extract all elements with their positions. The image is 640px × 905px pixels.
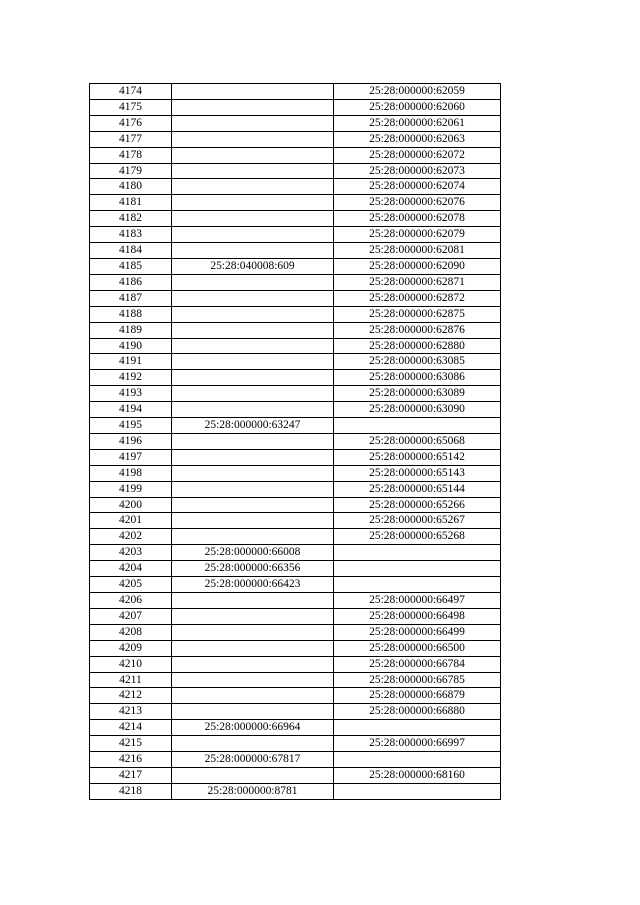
- cadastral-number-cell: [172, 608, 334, 624]
- table-row: [90, 767, 501, 783]
- row-number-cell: 4215: [90, 736, 172, 752]
- cadastral-number-alt-cell: 25:28:000000:66880: [334, 704, 501, 720]
- row-number-cell: 4192: [90, 370, 172, 386]
- table-row: [90, 656, 501, 672]
- cadastral-number-alt-cell: 25:28:000000:65068: [334, 433, 501, 449]
- table-row: [90, 608, 501, 624]
- cadastral-number-alt-cell: [334, 545, 501, 561]
- row-number-cell: 4200: [90, 497, 172, 513]
- cadastral-number-cell: 25:28:000000:66964: [172, 720, 334, 736]
- table-row: [90, 672, 501, 688]
- row-number-cell: 4193: [90, 386, 172, 402]
- table-row: [90, 736, 501, 752]
- cadastral-number-alt-cell: 25:28:000000:62871: [334, 274, 501, 290]
- table-row: [90, 640, 501, 656]
- table-row: [90, 704, 501, 720]
- cadastral-number-alt-cell: 25:28:000000:62073: [334, 163, 501, 179]
- cadastral-number-alt-cell: 25:28:000000:66498: [334, 608, 501, 624]
- cadastral-number-cell: [172, 370, 334, 386]
- cadastral-number-alt-cell: 25:28:000000:62061: [334, 115, 501, 131]
- row-number-cell: 4190: [90, 338, 172, 354]
- cadastral-number-cell: [172, 179, 334, 195]
- cadastral-number-cell: [172, 497, 334, 513]
- row-number-cell: 4217: [90, 767, 172, 783]
- row-number-cell: 4188: [90, 306, 172, 322]
- cadastral-number-alt-cell: 25:28:000000:62081: [334, 243, 501, 259]
- table-row: [90, 274, 501, 290]
- table-row: [90, 449, 501, 465]
- row-number-cell: 4211: [90, 672, 172, 688]
- cadastral-number-alt-cell: 25:28:000000:62876: [334, 322, 501, 338]
- cadastral-number-cell: [172, 624, 334, 640]
- cadastral-number-cell: [172, 688, 334, 704]
- cadastral-number-alt-cell: 25:28:000000:62079: [334, 227, 501, 243]
- cadastral-number-cell: [172, 656, 334, 672]
- row-number-cell: 4194: [90, 402, 172, 418]
- cadastral-number-cell: [172, 84, 334, 100]
- cadastral-number-alt-cell: 25:28:000000:66497: [334, 593, 501, 609]
- cadastral-number-alt-cell: [334, 783, 501, 799]
- cadastral-number-alt-cell: 25:28:000000:65144: [334, 481, 501, 497]
- table-row: [90, 481, 501, 497]
- cadastral-number-cell: [172, 195, 334, 211]
- table-row: [90, 720, 501, 736]
- cadastral-number-cell: 25:28:040008:609: [172, 258, 334, 274]
- cadastral-number-cell: [172, 736, 334, 752]
- table-row: [90, 418, 501, 434]
- cadastral-number-alt-cell: 25:28:000000:63086: [334, 370, 501, 386]
- table-body: [90, 84, 501, 800]
- table-row: [90, 131, 501, 147]
- row-number-cell: 4210: [90, 656, 172, 672]
- cadastral-number-alt-cell: 25:28:000000:62078: [334, 211, 501, 227]
- table-row: [90, 322, 501, 338]
- cadastral-number-alt-cell: 25:28:000000:65143: [334, 465, 501, 481]
- row-number-cell: 4212: [90, 688, 172, 704]
- cadastral-number-cell: [172, 115, 334, 131]
- cadastral-number-alt-cell: 25:28:000000:65268: [334, 529, 501, 545]
- table-row: [90, 338, 501, 354]
- cadastral-number-cell: [172, 274, 334, 290]
- cadastral-number-cell: [172, 306, 334, 322]
- table-row: [90, 243, 501, 259]
- cadastral-number-alt-cell: 25:28:000000:63085: [334, 354, 501, 370]
- row-number-cell: 4175: [90, 99, 172, 115]
- cadastral-number-alt-cell: 25:28:000000:62875: [334, 306, 501, 322]
- cadastral-number-alt-cell: 25:28:000000:66879: [334, 688, 501, 704]
- table-row: [90, 163, 501, 179]
- cadastral-number-cell: [172, 529, 334, 545]
- cadastral-number-cell: [172, 131, 334, 147]
- table-row: [90, 545, 501, 561]
- cadastral-number-cell: [172, 449, 334, 465]
- row-number-cell: 4181: [90, 195, 172, 211]
- row-number-cell: 4206: [90, 593, 172, 609]
- row-number-cell: 4202: [90, 529, 172, 545]
- row-number-cell: 4198: [90, 465, 172, 481]
- cadastral-number-cell: [172, 99, 334, 115]
- cadastral-number-alt-cell: 25:28:000000:62090: [334, 258, 501, 274]
- cadastral-number-cell: [172, 290, 334, 306]
- cadastral-number-cell: [172, 227, 334, 243]
- row-number-cell: 4214: [90, 720, 172, 736]
- table-row: [90, 84, 501, 100]
- row-number-cell: 4209: [90, 640, 172, 656]
- cadastral-number-cell: [172, 338, 334, 354]
- table-row: [90, 513, 501, 529]
- cadastral-number-alt-cell: [334, 577, 501, 593]
- table-row: [90, 211, 501, 227]
- table-row: [90, 147, 501, 163]
- cadastral-number-cell: [172, 433, 334, 449]
- cadastral-number-cell: 25:28:000000:66356: [172, 561, 334, 577]
- row-number-cell: 4189: [90, 322, 172, 338]
- row-number-cell: 4216: [90, 752, 172, 768]
- table-row: [90, 561, 501, 577]
- cadastral-number-alt-cell: 25:28:000000:66785: [334, 672, 501, 688]
- row-number-cell: 4174: [90, 84, 172, 100]
- cadastral-number-alt-cell: 25:28:000000:62076: [334, 195, 501, 211]
- row-number-cell: 4191: [90, 354, 172, 370]
- table-row: [90, 195, 501, 211]
- row-number-cell: 4184: [90, 243, 172, 259]
- row-number-cell: 4179: [90, 163, 172, 179]
- table-row: [90, 783, 501, 799]
- table-row: [90, 402, 501, 418]
- table-row: [90, 354, 501, 370]
- cadastral-number-alt-cell: [334, 720, 501, 736]
- row-number-cell: 4204: [90, 561, 172, 577]
- cadastral-number-alt-cell: [334, 561, 501, 577]
- table-row: [90, 529, 501, 545]
- table-row: [90, 386, 501, 402]
- cadastral-number-cell: [172, 147, 334, 163]
- table-row: [90, 465, 501, 481]
- cadastral-number-alt-cell: 25:28:000000:68160: [334, 767, 501, 783]
- cadastral-number-alt-cell: 25:28:000000:62063: [334, 131, 501, 147]
- table-row: [90, 179, 501, 195]
- row-number-cell: 4207: [90, 608, 172, 624]
- cadastral-number-cell: [172, 402, 334, 418]
- cadastral-number-cell: [172, 386, 334, 402]
- cadastral-number-cell: [172, 163, 334, 179]
- cadastral-number-cell: [172, 593, 334, 609]
- table-row: [90, 227, 501, 243]
- table-row: [90, 258, 501, 274]
- cadastral-number-cell: 25:28:000000:67817: [172, 752, 334, 768]
- cadastral-number-cell: 25:28:000000:66423: [172, 577, 334, 593]
- table-row: [90, 593, 501, 609]
- cadastral-number-alt-cell: 25:28:000000:62074: [334, 179, 501, 195]
- cadastral-number-cell: [172, 322, 334, 338]
- cadastral-number-cell: [172, 211, 334, 227]
- table-row: [90, 115, 501, 131]
- cadastral-number-cell: 25:28:000000:8781: [172, 783, 334, 799]
- table-row: [90, 290, 501, 306]
- cadastral-number-cell: [172, 513, 334, 529]
- table-row: [90, 688, 501, 704]
- cadastral-number-alt-cell: 25:28:000000:63089: [334, 386, 501, 402]
- cadastral-number-cell: [172, 465, 334, 481]
- cadastral-table: [89, 83, 501, 800]
- cadastral-number-cell: [172, 640, 334, 656]
- table-row: [90, 752, 501, 768]
- cadastral-number-alt-cell: 25:28:000000:65267: [334, 513, 501, 529]
- row-number-cell: 4196: [90, 433, 172, 449]
- cadastral-number-alt-cell: [334, 752, 501, 768]
- cadastral-number-cell: 25:28:000000:63247: [172, 418, 334, 434]
- cadastral-number-alt-cell: 25:28:000000:66784: [334, 656, 501, 672]
- cadastral-number-alt-cell: 25:28:000000:62872: [334, 290, 501, 306]
- row-number-cell: 4218: [90, 783, 172, 799]
- table-row: [90, 99, 501, 115]
- row-number-cell: 4180: [90, 179, 172, 195]
- cadastral-number-cell: [172, 354, 334, 370]
- row-number-cell: 4213: [90, 704, 172, 720]
- row-number-cell: 4186: [90, 274, 172, 290]
- cadastral-number-alt-cell: 25:28:000000:62880: [334, 338, 501, 354]
- cadastral-number-cell: [172, 672, 334, 688]
- table-row: [90, 433, 501, 449]
- row-number-cell: 4199: [90, 481, 172, 497]
- cadastral-number-alt-cell: [334, 418, 501, 434]
- row-number-cell: 4187: [90, 290, 172, 306]
- table-row: [90, 577, 501, 593]
- table-row: [90, 306, 501, 322]
- cadastral-number-alt-cell: 25:28:000000:66997: [334, 736, 501, 752]
- cadastral-number-alt-cell: 25:28:000000:62072: [334, 147, 501, 163]
- cadastral-number-alt-cell: 25:28:000000:62060: [334, 99, 501, 115]
- row-number-cell: 4185: [90, 258, 172, 274]
- table-row: [90, 497, 501, 513]
- row-number-cell: 4176: [90, 115, 172, 131]
- row-number-cell: 4195: [90, 418, 172, 434]
- row-number-cell: 4205: [90, 577, 172, 593]
- cadastral-number-cell: 25:28:000000:66008: [172, 545, 334, 561]
- cadastral-number-alt-cell: 25:28:000000:66499: [334, 624, 501, 640]
- cadastral-number-alt-cell: 25:28:000000:66500: [334, 640, 501, 656]
- cadastral-number-alt-cell: 25:28:000000:63090: [334, 402, 501, 418]
- cadastral-number-cell: [172, 704, 334, 720]
- row-number-cell: 4197: [90, 449, 172, 465]
- row-number-cell: 4178: [90, 147, 172, 163]
- row-number-cell: 4182: [90, 211, 172, 227]
- row-number-cell: 4201: [90, 513, 172, 529]
- row-number-cell: 4177: [90, 131, 172, 147]
- cadastral-number-alt-cell: 25:28:000000:62059: [334, 84, 501, 100]
- cadastral-number-cell: [172, 481, 334, 497]
- cadastral-number-cell: [172, 767, 334, 783]
- row-number-cell: 4183: [90, 227, 172, 243]
- row-number-cell: 4208: [90, 624, 172, 640]
- cadastral-number-alt-cell: 25:28:000000:65266: [334, 497, 501, 513]
- cadastral-number-alt-cell: 25:28:000000:65142: [334, 449, 501, 465]
- row-number-cell: 4203: [90, 545, 172, 561]
- table-row: [90, 624, 501, 640]
- table-row: [90, 370, 501, 386]
- cadastral-number-cell: [172, 243, 334, 259]
